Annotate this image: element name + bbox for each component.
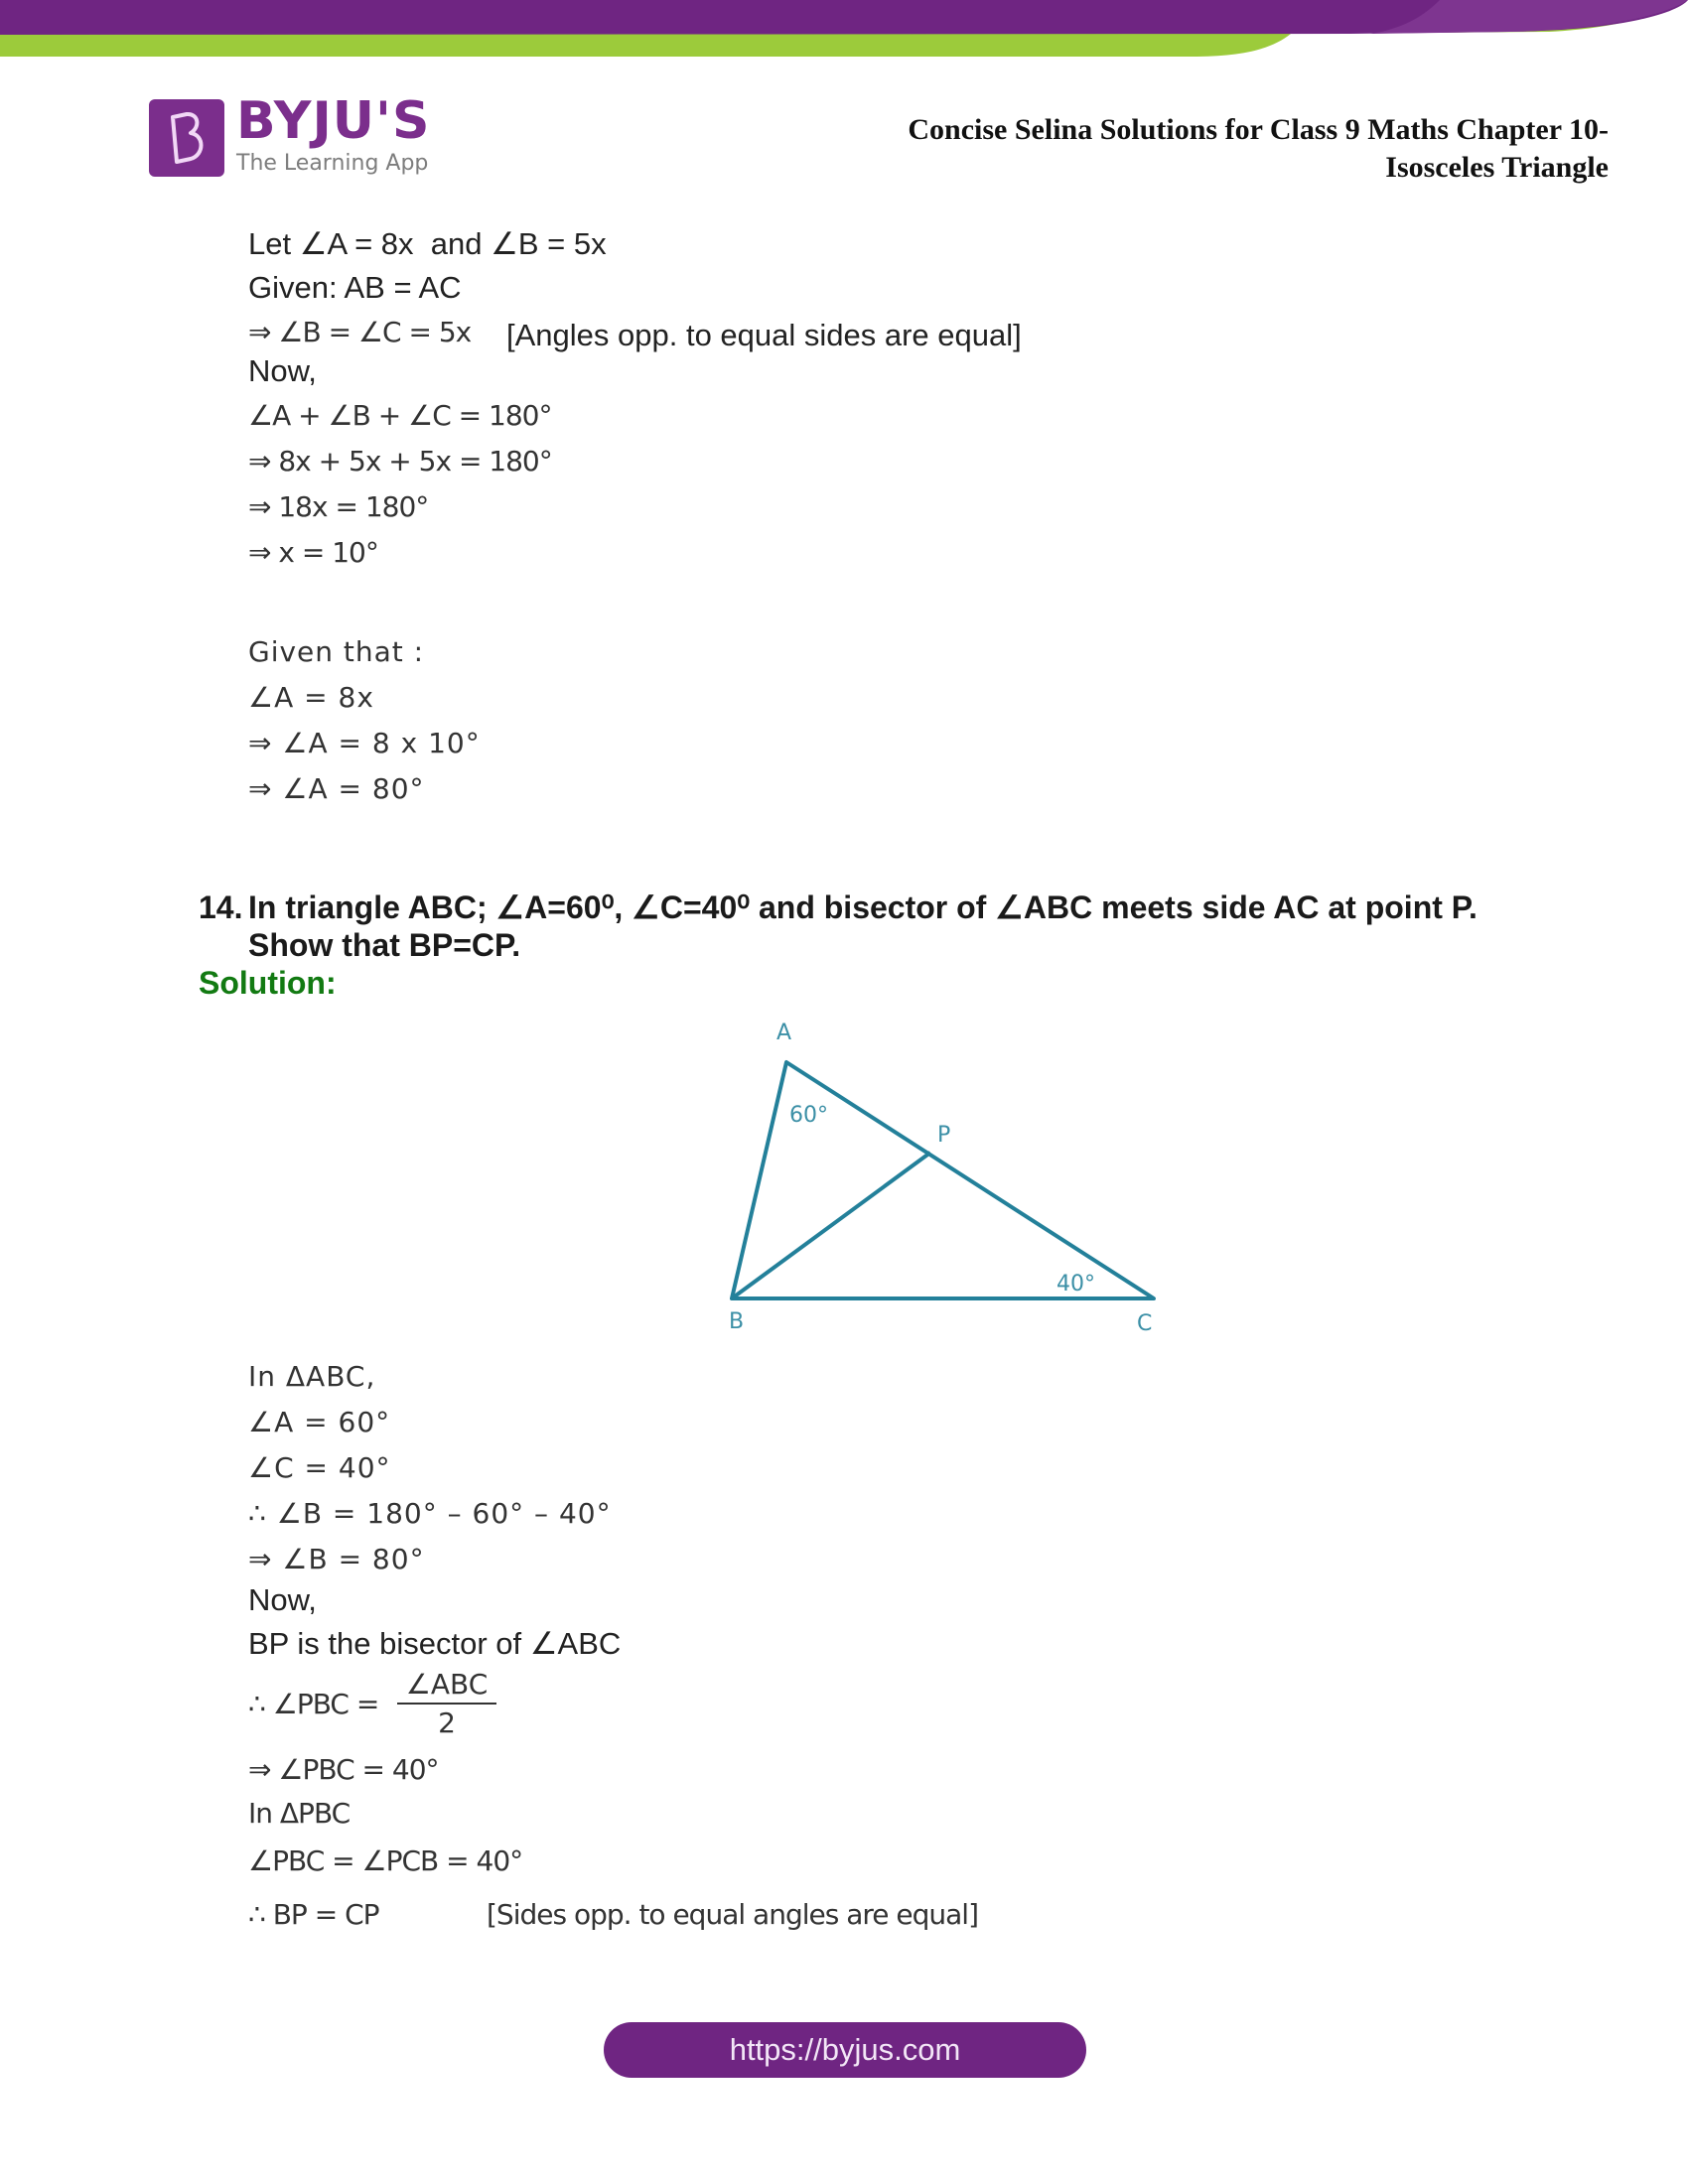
reason-text: [Sides opp. to equal angles are equal] [487, 1898, 978, 1931]
math-line: Given that : [248, 635, 425, 668]
math-line: ∠PBC = ∠PCB = 40° [248, 1844, 523, 1877]
math-line: ⇒ ∠B = ∠C = 5x [248, 316, 472, 348]
math-line: Now, [248, 353, 317, 388]
title-line-1: Concise Selina Solutions for Class 9 Maths Chapter 10- [908, 113, 1609, 146]
math-line: ⇒ ∠A = 80° [248, 772, 425, 805]
math-line: ⇒ 18x = 180° [248, 490, 429, 523]
title-line-2: Isosceles Triangle [1385, 151, 1609, 184]
brand-name: BYJU'S [236, 91, 431, 151]
fraction-denominator: 2 [438, 1706, 456, 1739]
math-line: Let ∠A = 8x and ∠B = 5x [248, 226, 607, 261]
math-line: ⇒ x = 10° [248, 536, 378, 569]
logo-mark [149, 99, 224, 177]
math-line: ∴ ∠B = 180° – 60° – 40° [248, 1497, 612, 1530]
reason-text: [Angles opp. to equal sides are equal] [506, 318, 1022, 352]
math-line: ∠A = 60° [248, 1406, 391, 1438]
vertex-label-p: P [937, 1123, 951, 1148]
question-number: 14. [199, 889, 243, 925]
vertex-label-c: C [1137, 1311, 1153, 1336]
header-banner [0, 0, 1688, 60]
math-line: ⇒ 8x + 5x + 5x = 180° [248, 445, 552, 478]
math-line: ∴ ∠PBC = [248, 1688, 379, 1720]
b-icon [165, 111, 209, 165]
math-line: ∠A + ∠B + ∠C = 180° [248, 399, 552, 432]
vertex-label-a: A [776, 1021, 792, 1045]
math-line: Now, [248, 1582, 317, 1617]
math-line: ⇒ ∠B = 80° [248, 1543, 425, 1575]
math-line: ∴ BP = CP [248, 1898, 379, 1931]
brand-tagline: The Learning App [236, 151, 429, 176]
angle-a-label: 60° [789, 1103, 828, 1128]
angle-c-label: 40° [1056, 1272, 1095, 1297]
triangle-figure [695, 1003, 1192, 1350]
triangle-abc [732, 1062, 1154, 1298]
fraction [397, 1668, 496, 1739]
question-text: In triangle ABC; ∠A=60⁰, ∠C=40⁰ and bisector of ∠ABC meets side AC at point P. Show that BP=CP. [248, 889, 1477, 963]
math-line: ∠A = 8x [248, 681, 374, 714]
math-line: In ΔPBC [248, 1797, 351, 1830]
footer-url-link[interactable]: https://byjus.com [604, 2022, 1086, 2078]
fraction-numerator: ∠ABC [397, 1668, 496, 1705]
byjus-logo [149, 91, 437, 181]
solution-label: Solution: [199, 965, 337, 1001]
math-line: ∠C = 40° [248, 1451, 391, 1484]
math-line: ⇒ ∠PBC = 40° [248, 1753, 439, 1786]
math-line: BP is the bisector of ∠ABC [248, 1626, 622, 1661]
math-line: ⇒ ∠A = 8 x 10° [248, 727, 481, 759]
vertex-label-b: B [729, 1309, 745, 1334]
math-line: In ΔABC, [248, 1360, 376, 1393]
math-line: Given: AB = AC [248, 270, 462, 305]
document-title [908, 111, 1609, 187]
